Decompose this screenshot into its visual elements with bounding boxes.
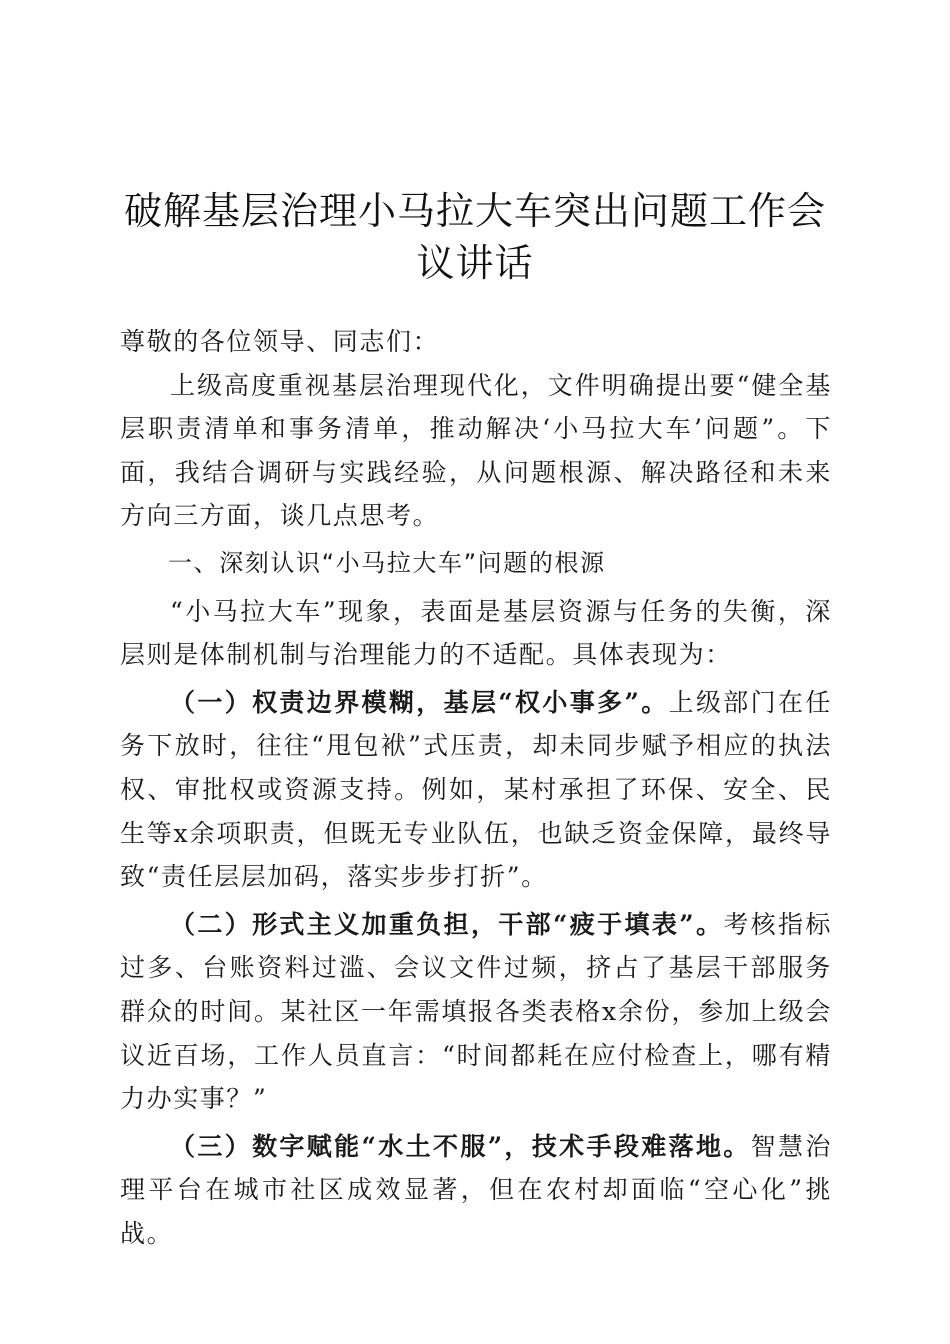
list-item (120, 903, 832, 1121)
list-item (120, 681, 832, 899)
section-heading-1: 一、深刻认识“小马拉大车”问题的根源 (168, 548, 606, 577)
item-title: （二）形式主义加重负担，干部“疲于填表”。 (170, 909, 724, 939)
document-body (120, 320, 832, 1255)
item-text: 考核指标过多、台账资料过滥、会议文件过频，挤占了基层干部服务群众的时间。某社区一年需填报各类表格x余份，参加上级会议近百场，工作人员直言：“时间都耗在应付检查上，哪有精力办实事？” (120, 909, 832, 1114)
intro-paragraph: 上级高度重视基层治理现代化，文件明确提出要“健全基层职责清单和事务清单，推动解决‘小马拉大车’问题”。下面，我结合调研与实践经验，从问题根源、解决路径和未来方向三方面，谈几点思考。 (120, 370, 832, 531)
item-text: 智慧治理平台在城市社区成效显著，但在农村却面临“空心化”挑战。 (120, 1131, 832, 1248)
section-lead-paragraph: “小马拉大车”现象，表面是基层资源与任务的失衡，深层则是体制机制与治理能力的不适配。具体表现为： (120, 596, 832, 670)
item-title: （一）权责边界模糊，基层“权小事多”。 (170, 687, 669, 717)
item-text: 上级部门在任务下放时，往往“甩包袱”式压责，却未同步赋予相应的执法权、审批权或资源支持。例如，某村承担了环保、安全、民生等x余项职责，但既无专业队伍，也缺乏资金保障，最终导致“责任层层加码，落实步步打折”。 (120, 687, 832, 892)
salutation: 尊敬的各位领导、同志们： (120, 327, 440, 356)
list-item (120, 1125, 832, 1256)
item-title: （三）数字赋能“水土不服”，技术手段难落地。 (170, 1131, 751, 1161)
document-title: 破解基层治理小马拉大车突出问题工作会议讲话 (123, 189, 826, 285)
